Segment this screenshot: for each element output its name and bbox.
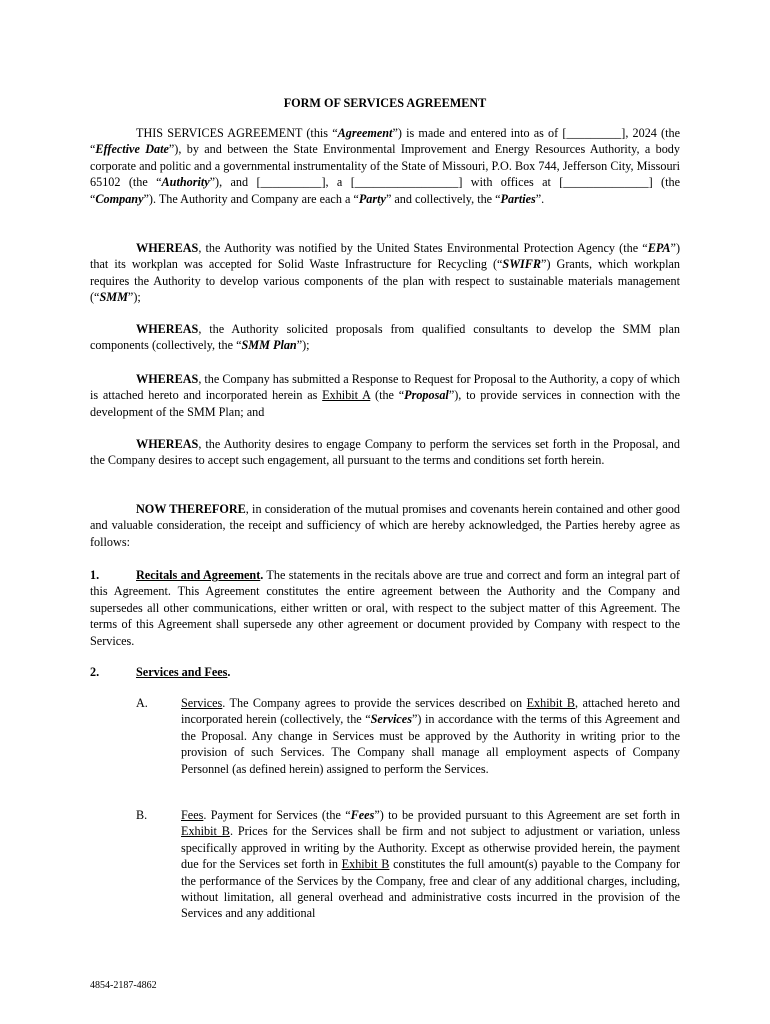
subsection-label: Services xyxy=(181,696,223,710)
text-run: ”), by and between the State Environmental Improvement and Energy Resources Authority, a body corporate and politic and a governmental instrumentality of the State of Missouri, P.O. Box 744, Jefferson City, Missouri 65102 (the “ xyxy=(90,142,680,190)
text-run: , attached hereto and incorporated herein (collectively, the “ xyxy=(181,696,680,727)
exhibit-a-reference: Exhibit A xyxy=(322,388,371,403)
whereas-paragraph-2 xyxy=(90,321,680,354)
section-1-paragraph xyxy=(90,567,680,649)
text-run: . xyxy=(227,665,231,679)
exhibit-b-reference: Exhibit B xyxy=(526,696,576,710)
text-run: ”) in accordance with the terms of this Agreement and the Proposal. Any change in Services must be approved by the Authority in writing prior to the provision of such Services. The Company shall manage all employment aspects of Company Personnel (as defined herein) assigned to perform the Services. xyxy=(181,712,680,776)
text-run: ”), to provide services in connection with the development of the SMM Plan; and xyxy=(90,388,681,419)
section-heading: Services and Fees xyxy=(136,665,228,679)
text-run: , the Authority solicited proposals from qualified consultants to develop the SMM plan components (collectively, the “ xyxy=(90,322,680,353)
subsection-b-body xyxy=(181,807,680,922)
defined-term: Services xyxy=(370,712,412,727)
whereas-paragraph-4 xyxy=(90,436,680,469)
subsection-a-body xyxy=(181,695,680,777)
text-run: ”). The Authority and Company are each a “ xyxy=(143,191,359,206)
text-run: ”), and [__________], a [_________________] with offices at [______________] (the “ xyxy=(90,175,680,206)
text-run: , the Company has submitted a Response to Request for Proposal to the Authority, a copy of which is attached hereto and incorporated herein as xyxy=(90,372,680,403)
intro-paragraph xyxy=(90,125,680,207)
now-therefore-lead: NOW THEREFORE xyxy=(136,502,246,516)
text-run: (the “ xyxy=(370,388,405,403)
text-run: , the Authority desires to engage Company to perform the services set forth in the Proposal, and the Company desires to accept such engagement, all pursuant to the terms and conditions set forth herein. xyxy=(90,437,680,468)
subsection-label: Fees xyxy=(181,808,204,822)
defined-term: SWIFR xyxy=(502,257,542,272)
text-run: ”) to be provided pursuant to this Agreement are set forth in xyxy=(374,808,680,822)
section-body: The statements in the recitals above are true and correct and form an integral part of this Agreement. This Agreement constitutes the entire agreement between the Authority and the Company and supersedes all other communications, either written or oral, with respect to the subject matter of this Agreement. The terms of this Agreement shall supersede any other agreement or document provided by Company with respect to the Services. xyxy=(90,568,680,648)
defined-term: Parties xyxy=(500,191,536,206)
defined-term: Agreement xyxy=(337,126,393,140)
text-run: . Prices for the Services shall be firm and not subject to adjustment or variation, unless specifically approved in writing by the Authority. Except as otherwise provided herein, the payment due for the Services set forth in xyxy=(181,824,680,872)
section-number: 2. xyxy=(90,665,100,679)
section-heading: Recitals and Agreement xyxy=(136,568,261,582)
text-run: constitutes the full amount(s) payable to the Company for the performance of the Services by the Company, free and clear of any additional charges, including, without limitation, all general overhead and administrative costs incurred in the provision of the Services and any additional xyxy=(181,857,680,921)
text-run: ”) that its workplan was accepted for Solid Waste Infrastructure for Recycling (“ xyxy=(90,241,680,272)
whereas-lead: WHEREAS xyxy=(136,241,199,255)
subsection-letter: B. xyxy=(136,808,148,822)
text-run: , in consideration of the mutual promises and covenants herein contained and other good and valuable consideration, the receipt and sufficiency of which are hereby acknowledged, the Parties hereby agree as follows: xyxy=(90,502,680,549)
defined-term: SMM Plan xyxy=(241,338,297,353)
text-run: . The Company agrees to provide the services described on xyxy=(222,696,527,710)
exhibit-b-reference: Exhibit B xyxy=(341,857,390,872)
text-run: ”) Grants, which workplan requires the Authority to develop various components of the plan with respect to sustainable materials management (“ xyxy=(90,257,680,305)
now-therefore-paragraph xyxy=(90,501,680,550)
whereas-paragraph-1 xyxy=(90,240,680,306)
document-footer-id: 4854-2187-4862 xyxy=(90,980,157,991)
text-run: ”); xyxy=(296,338,310,353)
defined-term: Party xyxy=(358,191,386,206)
defined-term: Proposal xyxy=(404,388,449,403)
text-run: ” and collectively, the “ xyxy=(385,191,501,206)
text-run: . Payment for Services (the “ xyxy=(203,808,351,822)
defined-term: SMM xyxy=(99,290,128,305)
whereas-lead: WHEREAS xyxy=(136,322,199,336)
defined-term: Fees xyxy=(350,808,375,822)
document-title: FORM OF SERVICES AGREEMENT xyxy=(283,96,487,110)
exhibit-b-reference: Exhibit B xyxy=(181,824,230,839)
text-run: THIS SERVICES AGREEMENT (this “ xyxy=(136,126,338,140)
defined-term: EPA xyxy=(647,241,671,255)
text-run: . xyxy=(260,568,264,582)
whereas-paragraph-3 xyxy=(90,371,680,420)
text-run: ”) is made and entered into as of [_________], 2024 (the “ xyxy=(90,126,680,157)
defined-term: Authority xyxy=(161,175,210,190)
whereas-lead: WHEREAS xyxy=(136,437,199,451)
section-2-heading-wrap xyxy=(136,664,230,680)
defined-term: Effective Date xyxy=(95,142,169,157)
whereas-lead: WHEREAS xyxy=(136,372,199,386)
text-run: ”); xyxy=(127,290,141,305)
defined-term: Company xyxy=(95,191,144,206)
section-number: 1. xyxy=(90,568,100,582)
subsection-letter: A. xyxy=(136,696,148,710)
text-run: , the Authority was notified by the United States Environmental Protection Agency (the “ xyxy=(198,241,648,255)
text-run: ”. xyxy=(535,191,545,206)
